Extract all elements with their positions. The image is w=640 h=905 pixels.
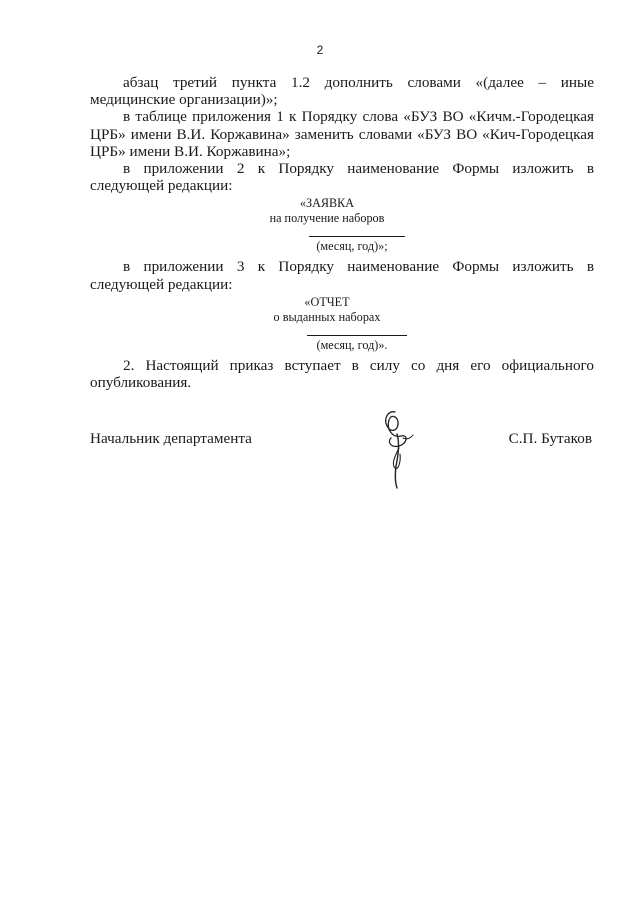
page-number: 2 bbox=[316, 43, 324, 57]
blank-line bbox=[307, 335, 407, 336]
form-heading-application bbox=[60, 196, 594, 254]
signature-block bbox=[90, 430, 594, 470]
form-heading-report bbox=[60, 295, 594, 353]
paragraph-amend-appendix-1: в таблице приложения 1 к Порядку слова «БУЗ ВО «Кичм.-Городецкая ЦРБ» имени В.И. Коржавина» заменить словами «БУЗ ВО «Кич-Городецкая ЦРБ» имени В.И. Коржавина»; bbox=[90, 108, 594, 160]
form-period: (месяц, год)»; bbox=[316, 239, 388, 254]
document-body bbox=[90, 74, 594, 391]
signatory-role: Начальник департамента bbox=[90, 430, 252, 447]
signatory-name: С.П. Бутаков bbox=[508, 430, 592, 447]
form-period: (месяц, год)». bbox=[316, 337, 388, 352]
form-subtitle: на получение наборов bbox=[269, 211, 385, 226]
paragraph-effective-date: 2. Настоящий приказ вступает в силу со дня его официального опубликования. bbox=[90, 356, 594, 392]
paragraph-amend-appendix-2: в приложении 2 к Порядку наименование Формы изложить в следующей редакции: bbox=[90, 160, 594, 195]
form-subtitle: о выданных наборах bbox=[273, 309, 381, 324]
paragraph-amend-1-2: абзац третий пункта 1.2 дополнить словами «(далее – иные медицинские организации)»; bbox=[90, 74, 594, 109]
blank-line bbox=[309, 236, 405, 237]
handwritten-signature bbox=[373, 408, 419, 490]
paragraph-amend-appendix-3: в приложении 3 к Порядку наименование Формы изложить в следующей редакции: bbox=[90, 258, 594, 293]
form-title: «ОТЧЕТ bbox=[304, 294, 350, 309]
form-title: «ЗАЯВКА bbox=[299, 196, 355, 211]
